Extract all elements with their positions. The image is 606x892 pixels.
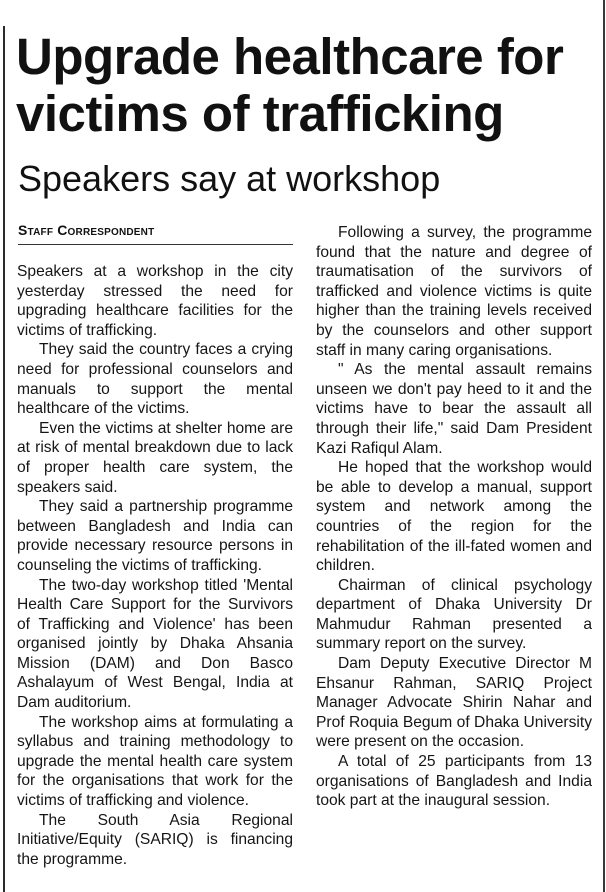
paragraph: The South Asia Regional Initiative/Equity (SARIQ) is financing the programme. [17,811,293,868]
paragraph: A total of 25 participants from 13 organisations of Bangladesh and India took part at the inaugural session. [316,753,592,810]
right-border-rule [603,0,605,892]
paragraph: They said the country faces a crying need for professional counselors and manuals to support the mental healthcare of the victims. [17,341,293,418]
paragraph: They said a partnership programme between Bangladesh and India can provide necessary resource persons in counseling the victims of trafficking. [17,498,293,574]
paragraph: Speakers at a workshop in the city yesterday stressed the need for upgrading healthcare facilities for the victims of trafficking. [17,263,293,339]
paragraph: Following a survey, the programme found that the nature and degree of traumatisation of the survivors of trafficked and violence victims is quite higher than the training levels received by the counselors and other support staff in many caring organisations. [316,224,592,359]
left-border-rule [3,26,5,892]
paragraph: Dam Deputy Executive Director M Ehsanur Rahman, SARIQ Project Manager Advocate Shirin Nahar and Prof Roquia Begum of Dhaka University were present on the occasion. [316,655,592,751]
paragraph: He hoped that the workshop would be able to develop a manual, support system and network among the countries of the region for the rehabilitation of the ill-fated women and children. [316,459,592,575]
paragraph: Chairman of clinical psychology department of Dhaka University Dr Mahmudur Rahman presented a summary report on the survey. [316,576,592,653]
headline: Upgrade healthcare for victims of trafficking [16,28,564,142]
left-column [17,262,293,869]
byline: Staff Correspondent [18,222,293,245]
paragraph: The two-day workshop titled 'Mental Health Care Support for the Survivors of Trafficking and Violence' has been organised jointly by Dhaka Ahsania Mission (DAM) and Don Basco Ashalayum of West Bengal, India at Dam auditorium. [17,576,293,712]
paragraph: The workshop aims at formulating a syllabus and training methodology to upgrade the mental health care system for the organisations that work for the victims of trafficking and violence. [17,713,293,810]
paragraph: Even the victims at shelter home are at risk of mental breakdown due to lack of proper health care system, the speakers said. [17,419,293,496]
right-column [316,223,592,811]
paragraph: " As the mental assault remains unseen we don't pay heed to it and the victims have to bear the assault all through their life," said Dam President Kazi Rafiqul Alam. [316,361,592,457]
subheadline: Speakers say at workshop [18,158,441,199]
